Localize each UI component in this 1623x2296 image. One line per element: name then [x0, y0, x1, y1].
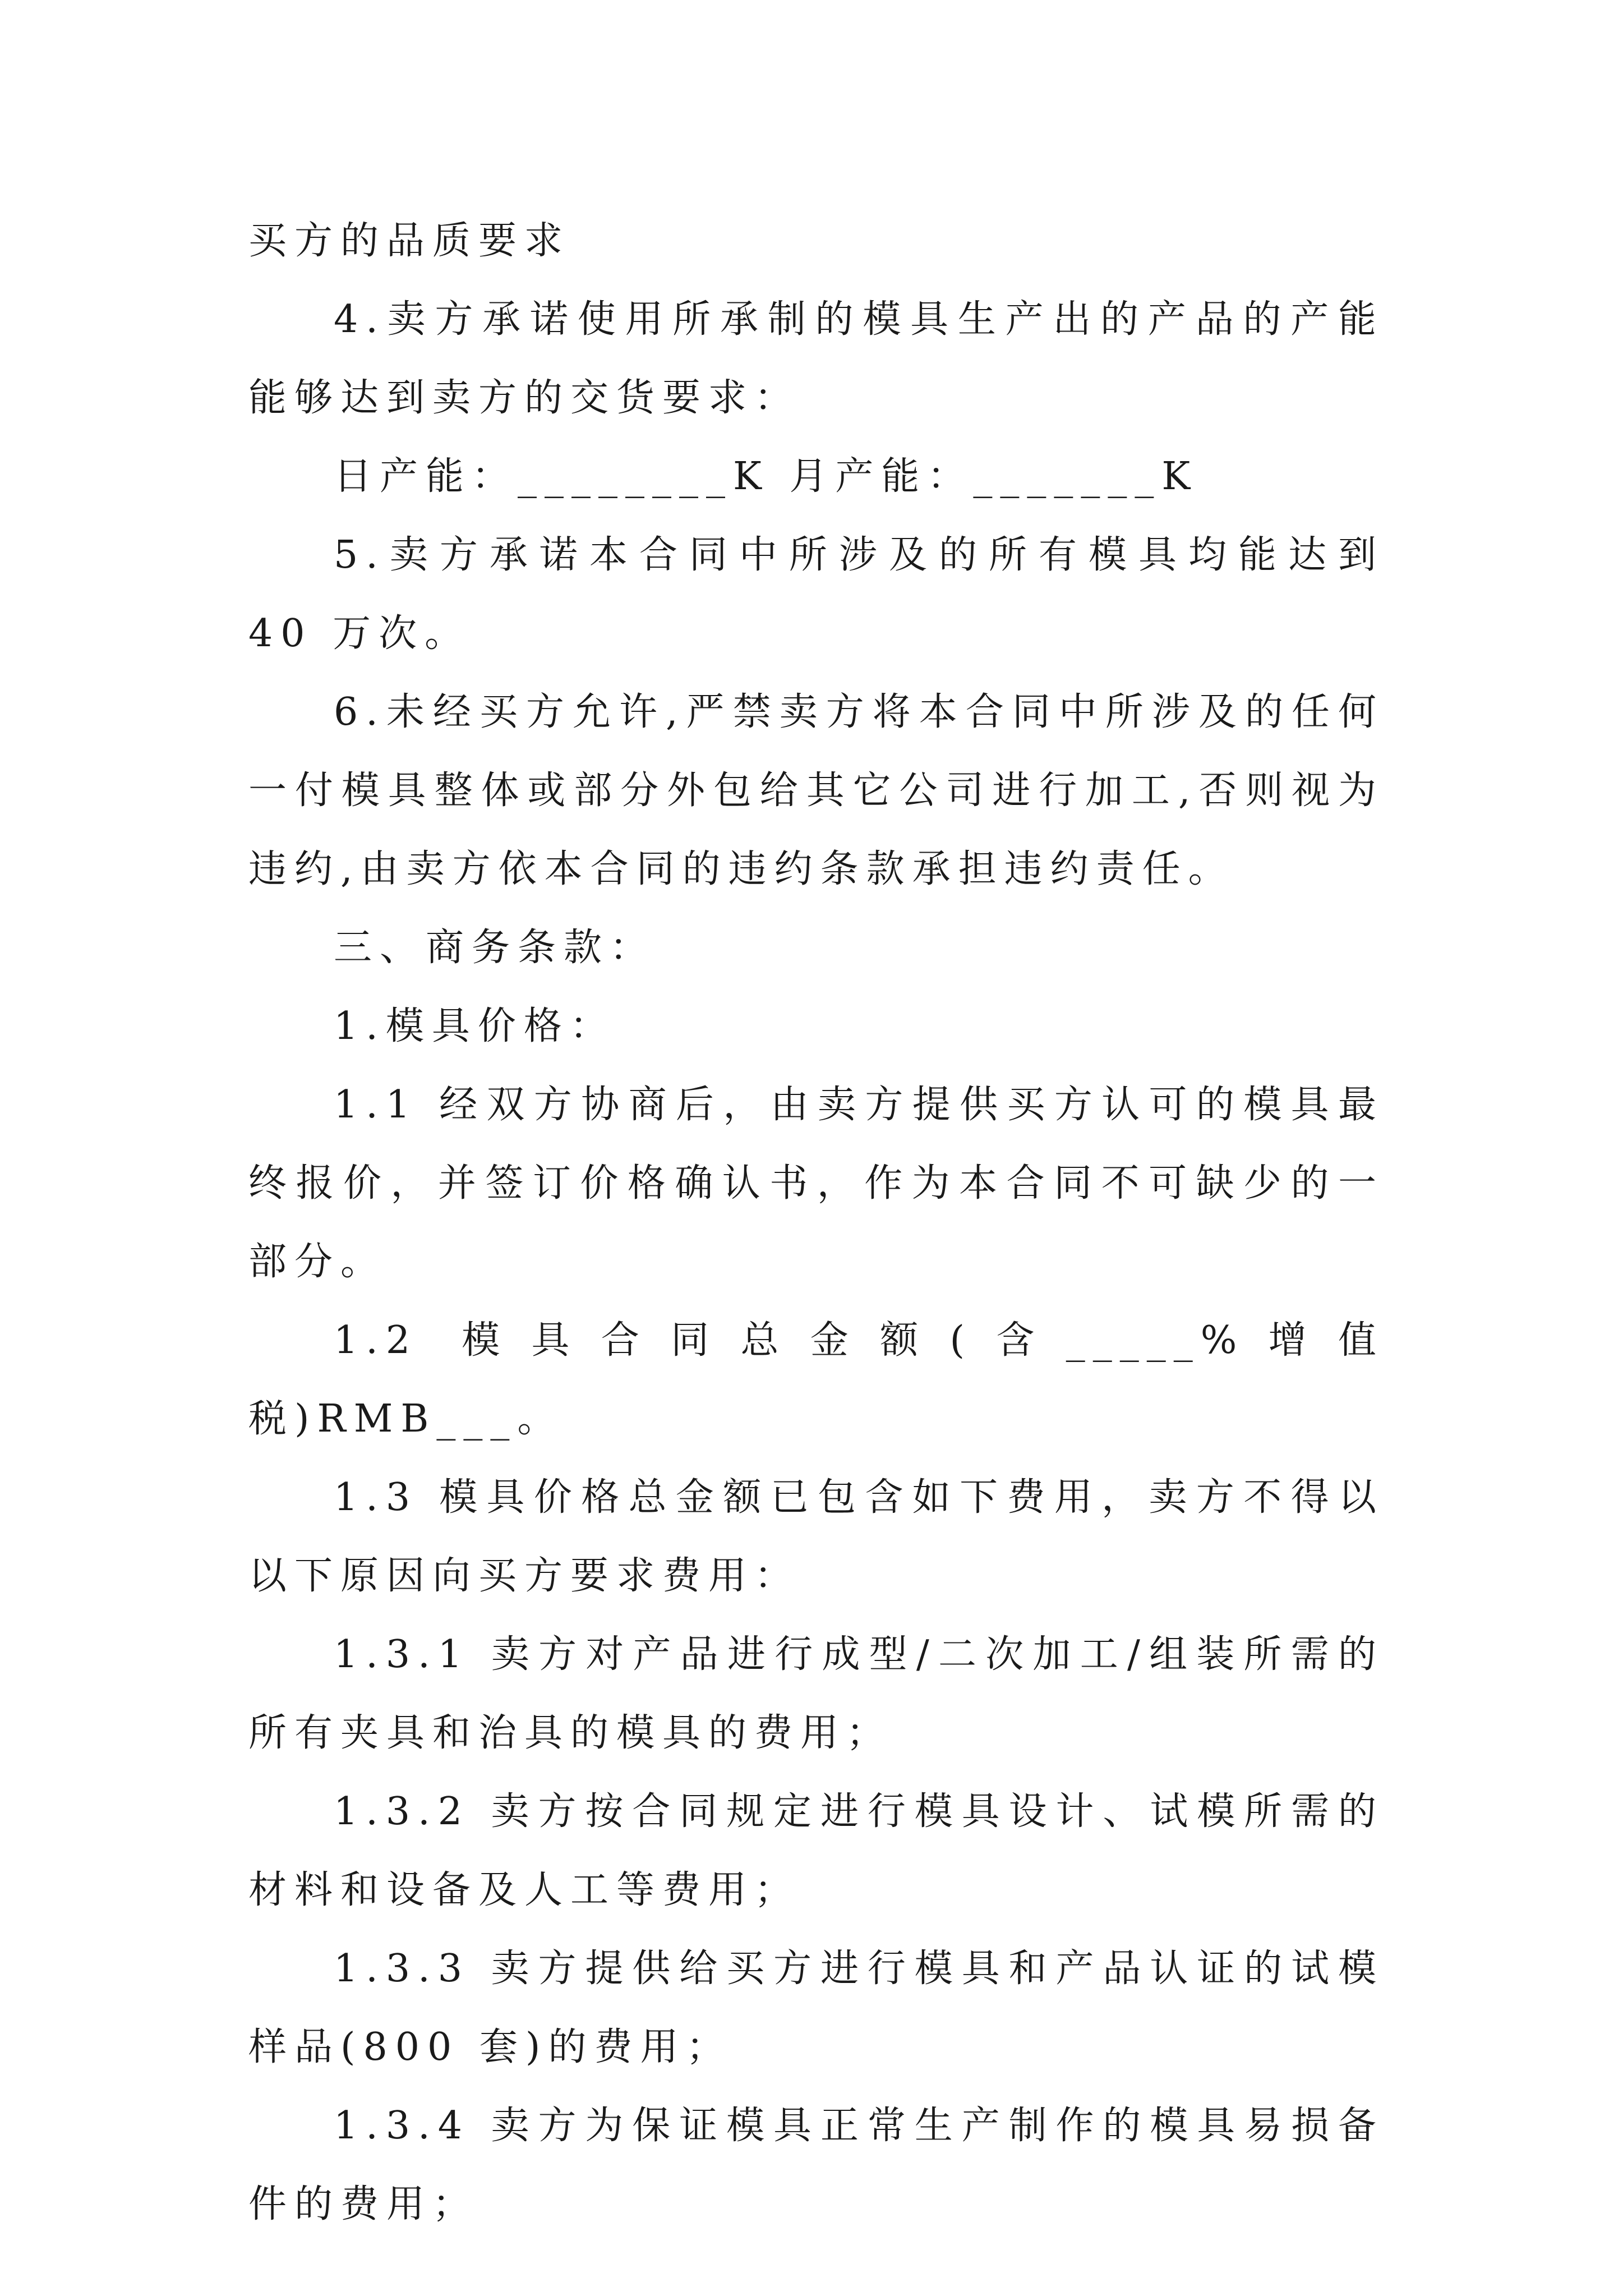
paragraph-clause-1-2: 1.2 模具合同总金额(含_____%增值税)RMB___。: [248, 1318, 1384, 1441]
paragraph-clause-1-3: 1.3 模具价格总金额已包含如下费用，卖方不得以以下原因向买方要求费用：: [248, 1475, 1384, 1598]
paragraph-quality-requirement: 买方的品质要求: [248, 219, 571, 263]
paragraph-clause-6: 6.未经买方允许,严禁卖方将本合同中所涉及的任何一付模具整体或部分外包给其它公司进行加工,否则视为违约,由卖方依本合同的违约条款承担违约责任。: [248, 690, 1384, 891]
paragraph-clause-1-1: 1.1 经双方协商后，由卖方提供买方认可的模具最终报价，并签订价格确认书，作为本合同不可缺少的一部分。: [248, 1083, 1384, 1284]
paragraph-clause-1-3-3: 1.3.3 卖方提供给买方进行模具和产品认证的试模样品(800 套)的费用；: [248, 1947, 1384, 2069]
paragraph-capacity-fields: 日产能：________K 月产能：_______K: [334, 454, 1198, 499]
paragraph-mold-price: 1.模具价格：: [334, 1004, 616, 1048]
paragraph-clause-4: 4.卖方承诺使用所承制的模具生产出的产品的产能能够达到卖方的交货要求：: [248, 297, 1384, 420]
paragraph-clause-1-3-4: 1.3.4 卖方为保证模具正常生产制作的模具易损备件的费用；: [248, 2104, 1384, 2226]
paragraph-clause-1-3-2: 1.3.2 卖方按合同规定进行模具设计、试模所需的材料和设备及人工等费用；: [248, 1789, 1384, 1912]
contract-body: [248, 202, 1384, 2244]
section-heading-commercial-terms: 三、商务条款：: [334, 926, 656, 970]
paragraph-clause-5: 5.卖方承诺本合同中所涉及的所有模具均能达到 40 万次。: [248, 533, 1384, 656]
paragraph-clause-1-3-1: 1.3.1 卖方对产品进行成型/二次加工/组装所需的所有夹具和治具的模具的费用；: [248, 1632, 1384, 1755]
